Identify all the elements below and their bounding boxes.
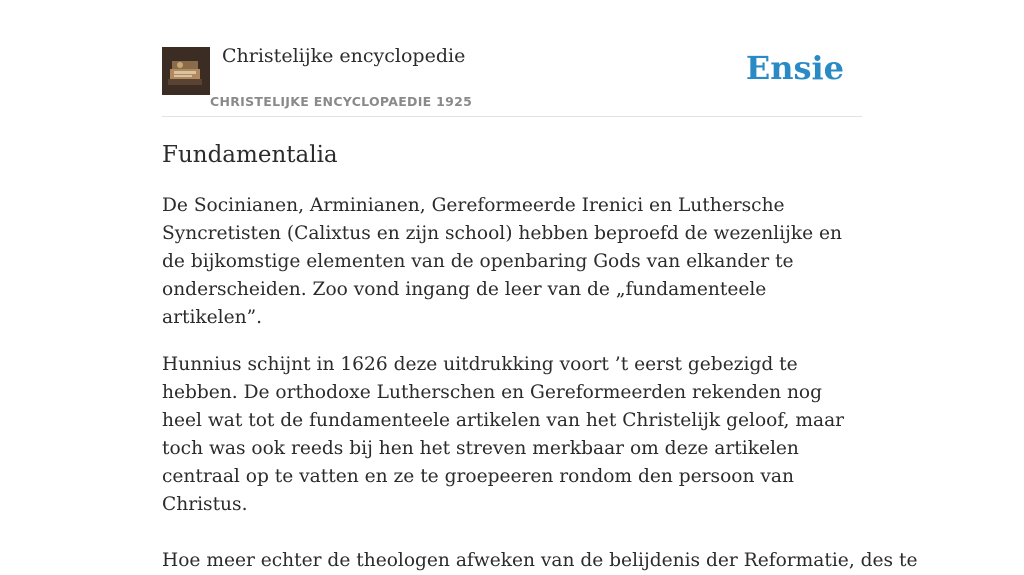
encyclopedia-avatar[interactable] [162,47,210,95]
article-paragraph-1: De Socinianen, Arminianen, Gereformeerde Irenici en Luthersche Syncretisten (Calixtus en zijn school) hebben beproefd de wezenlijke en de bijkomstige elementen van de openbaring Gods van elkander te onderscheiden. Zoo vond ingang de leer van de „fundamenteele artikelen”. [162,195,842,328]
book-image-icon [162,47,210,95]
ensie-logo-link[interactable]: Ensie [745,49,844,87]
site-header [162,0,862,117]
article-paragraph-2: Hunnius schijnt in 1626 deze uitdrukking voort ’t eerst gebezigd te hebben. De orthodoxe Lutherschen en Gereformeerden rekenden nog heel wat tot de fundamenteele artikelen van het Christelijk geloof, maar toch was ook reeds bij hen het streven merkbaar om deze artikelen centraal op te vatten en ze te groepeeren rondom den persoon van Christus. [162,354,845,515]
site-subtitle: CHRISTELIJKE ENCYCLOPAEDIE 1925 [210,94,473,109]
article-title: Fundamentalia [162,142,338,168]
site-title-link[interactable]: Christelijke encyclopedie [222,45,466,67]
article [162,138,918,575]
article-paragraph-3: Hoe meer echter de theologen afweken van de belijdenis der Reformatie, des te [162,550,918,571]
